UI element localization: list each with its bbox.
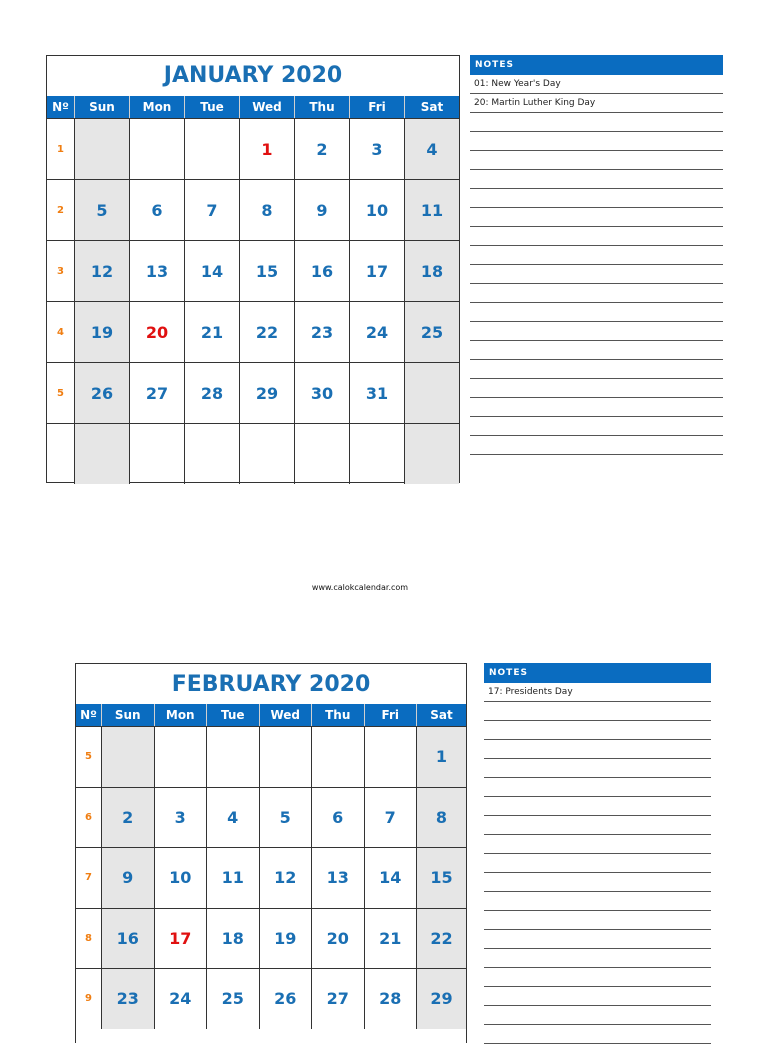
week-row (47, 179, 459, 240)
weekday-mon: Mon (130, 96, 185, 118)
week-row (76, 908, 466, 969)
note-line[interactable] (470, 436, 723, 455)
day-cell[interactable]: 8 (240, 180, 295, 240)
day-cell[interactable]: 15 (417, 848, 466, 908)
day-cell[interactable]: 23 (102, 969, 155, 1029)
week-row (76, 726, 466, 787)
january-notes (470, 55, 723, 455)
week-number: 4 (47, 302, 75, 362)
note-line[interactable] (484, 778, 711, 797)
note-line[interactable] (470, 246, 723, 265)
day-cell[interactable]: 6 (130, 180, 185, 240)
days-grid (76, 726, 466, 1029)
day-cell[interactable] (240, 424, 295, 484)
week-number: 7 (76, 848, 102, 908)
day-cell[interactable]: 5 (260, 788, 313, 848)
week-number (47, 424, 75, 484)
day-cell[interactable] (155, 727, 208, 787)
day-cell[interactable]: 14 (365, 848, 418, 908)
day-cell[interactable]: 26 (260, 969, 313, 1029)
day-cell[interactable] (185, 119, 240, 179)
note-line[interactable] (470, 398, 723, 417)
day-cell[interactable]: 3 (155, 788, 208, 848)
day-cell[interactable]: 11 (405, 180, 459, 240)
day-cell[interactable]: 20 (312, 909, 365, 969)
week-number-header: Nº (76, 704, 102, 726)
day-cell[interactable]: 13 (130, 241, 185, 301)
weekday-sat: Sat (420, 100, 444, 114)
day-cell[interactable]: 10 (350, 180, 405, 240)
note-line[interactable] (484, 1006, 711, 1025)
week-row (47, 301, 459, 362)
note-line[interactable] (484, 987, 711, 1006)
day-cell[interactable]: 8 (417, 788, 466, 848)
week-row (76, 847, 466, 908)
weekday-sun: Sun (102, 704, 155, 726)
day-cell[interactable] (75, 119, 130, 179)
day-cell[interactable]: 7 (365, 788, 418, 848)
note-line[interactable] (484, 759, 711, 778)
day-cell[interactable] (207, 727, 260, 787)
day-cell[interactable] (312, 727, 365, 787)
week-row (47, 423, 459, 484)
week-row (47, 240, 459, 301)
note-line[interactable] (484, 949, 711, 968)
day-cell[interactable]: 4 (207, 788, 260, 848)
day-cell[interactable] (365, 727, 418, 787)
day-cell[interactable] (75, 424, 130, 484)
day-cell[interactable]: 15 (240, 241, 295, 301)
day-cell[interactable]: 26 (75, 363, 130, 423)
weekday-header (47, 96, 459, 118)
week-number: 9 (76, 969, 102, 1029)
note-line[interactable] (484, 930, 711, 949)
notes-header: NOTES (470, 55, 723, 75)
note-line[interactable] (470, 265, 723, 284)
note-line[interactable] (470, 132, 723, 151)
weekday-thu: Thu (312, 704, 365, 726)
weekday-header (76, 704, 466, 726)
note-line[interactable] (484, 892, 711, 911)
day-cell[interactable]: 25 (207, 969, 260, 1029)
note-line[interactable] (470, 417, 723, 436)
day-cell[interactable] (185, 424, 240, 484)
day-cell[interactable]: 3 (350, 119, 405, 179)
note-line[interactable] (484, 873, 711, 892)
day-cell[interactable] (102, 727, 155, 787)
note-line[interactable] (484, 816, 711, 835)
day-cell[interactable]: 7 (185, 180, 240, 240)
note-line[interactable] (470, 303, 723, 322)
day-cell[interactable]: 27 (312, 969, 365, 1029)
note-line[interactable] (470, 284, 723, 303)
month-title: FEBRUARY 2020 (171, 672, 371, 697)
note-line[interactable] (484, 721, 711, 740)
note-line[interactable] (470, 322, 723, 341)
day-cell[interactable]: 5 (75, 180, 130, 240)
day-cell[interactable]: 27 (130, 363, 185, 423)
day-cell[interactable] (130, 119, 185, 179)
week-number-header: Nº (47, 96, 75, 118)
week-number: 5 (76, 727, 102, 787)
week-row (47, 118, 459, 179)
weekday-wed: Wed (240, 96, 295, 118)
note-line[interactable] (484, 854, 711, 873)
note-line[interactable] (470, 208, 723, 227)
note-line[interactable] (484, 797, 711, 816)
day-cell[interactable]: 22 (417, 909, 466, 969)
day-cell[interactable]: 18 (405, 241, 459, 301)
day-cell[interactable]: 20 (130, 302, 185, 362)
february-notes (484, 663, 711, 1044)
day-cell[interactable]: 16 (102, 909, 155, 969)
day-cell[interactable]: 30 (295, 363, 350, 423)
day-cell[interactable] (350, 424, 405, 484)
note-line[interactable] (484, 740, 711, 759)
day-cell[interactable]: 13 (312, 848, 365, 908)
note-line[interactable] (484, 702, 711, 721)
day-cell[interactable]: 17 (350, 241, 405, 301)
day-cell[interactable]: 2 (295, 119, 350, 179)
day-cell[interactable]: 21 (185, 302, 240, 362)
note-line[interactable] (470, 341, 723, 360)
day-cell[interactable]: 25 (405, 302, 459, 362)
week-number: 3 (47, 241, 75, 301)
weekday-tue: Tue (185, 96, 240, 118)
day-cell[interactable]: 28 (365, 969, 418, 1029)
note-line[interactable]: 01: New Year's Day (470, 75, 723, 94)
day-cell[interactable] (295, 424, 350, 484)
day-cell[interactable]: 24 (350, 302, 405, 362)
note-line[interactable] (470, 151, 723, 170)
week-number: 2 (47, 180, 75, 240)
day-cell[interactable]: 19 (260, 909, 313, 969)
february-calendar (75, 663, 467, 1043)
day-cell[interactable]: 11 (207, 848, 260, 908)
week-number: 8 (76, 909, 102, 969)
note-line[interactable] (484, 911, 711, 930)
day-cell[interactable]: 18 (207, 909, 260, 969)
week-number: 6 (76, 788, 102, 848)
week-row (76, 787, 466, 848)
weekday-fri: Fri (350, 96, 405, 118)
weekday-tue: Tue (207, 704, 260, 726)
weekday-sat: Sat (430, 708, 453, 722)
day-cell[interactable]: 14 (185, 241, 240, 301)
note-line[interactable]: 17: Presidents Day (484, 683, 711, 702)
day-cell[interactable]: 2 (102, 788, 155, 848)
day-cell[interactable]: 9 (295, 180, 350, 240)
weekday-wed: Wed (260, 704, 313, 726)
notes-lines (470, 75, 723, 455)
day-cell[interactable]: 28 (185, 363, 240, 423)
note-line[interactable] (484, 1025, 711, 1044)
notes-header: NOTES (484, 663, 711, 683)
week-number: 1 (47, 119, 75, 179)
website-url: www.calokcalendar.com (311, 583, 409, 592)
week-number: 5 (47, 363, 75, 423)
note-line[interactable] (470, 379, 723, 398)
day-cell[interactable]: 22 (240, 302, 295, 362)
day-cell[interactable]: 24 (155, 969, 208, 1029)
note-line[interactable] (484, 835, 711, 854)
day-cell[interactable]: 31 (350, 363, 405, 423)
day-cell[interactable]: 23 (295, 302, 350, 362)
day-cell[interactable]: 1 (417, 727, 466, 787)
weekday-sun: Sun (75, 96, 130, 118)
week-row (47, 362, 459, 423)
week-row (76, 968, 466, 1029)
day-cell[interactable] (130, 424, 185, 484)
day-cell[interactable]: 29 (417, 969, 466, 1029)
note-line[interactable] (470, 227, 723, 246)
note-line[interactable]: 20: Martin Luther King Day (470, 94, 723, 113)
note-line[interactable] (484, 968, 711, 987)
weekday-mon: Mon (155, 704, 208, 726)
day-cell[interactable]: 10 (155, 848, 208, 908)
month-title: JANUARY 2020 (163, 63, 343, 88)
note-line[interactable] (470, 170, 723, 189)
day-cell[interactable]: 16 (295, 241, 350, 301)
day-cell[interactable]: 9 (102, 848, 155, 908)
weekday-thu: Thu (295, 96, 350, 118)
day-cell[interactable] (405, 363, 459, 423)
day-cell[interactable]: 1 (240, 119, 295, 179)
day-cell[interactable] (405, 424, 459, 484)
note-line[interactable] (470, 189, 723, 208)
day-cell[interactable]: 4 (405, 119, 459, 179)
notes-lines (484, 683, 711, 1044)
day-cell[interactable] (260, 727, 313, 787)
day-cell[interactable]: 17 (155, 909, 208, 969)
january-calendar (46, 55, 460, 483)
day-cell[interactable]: 21 (365, 909, 418, 969)
day-cell[interactable]: 12 (260, 848, 313, 908)
day-cell[interactable]: 6 (312, 788, 365, 848)
day-cell[interactable]: 29 (240, 363, 295, 423)
note-line[interactable] (470, 113, 723, 132)
day-cell[interactable]: 19 (75, 302, 130, 362)
weekday-fri: Fri (365, 704, 418, 726)
day-cell[interactable]: 12 (75, 241, 130, 301)
days-grid (47, 118, 459, 484)
note-line[interactable] (470, 360, 723, 379)
